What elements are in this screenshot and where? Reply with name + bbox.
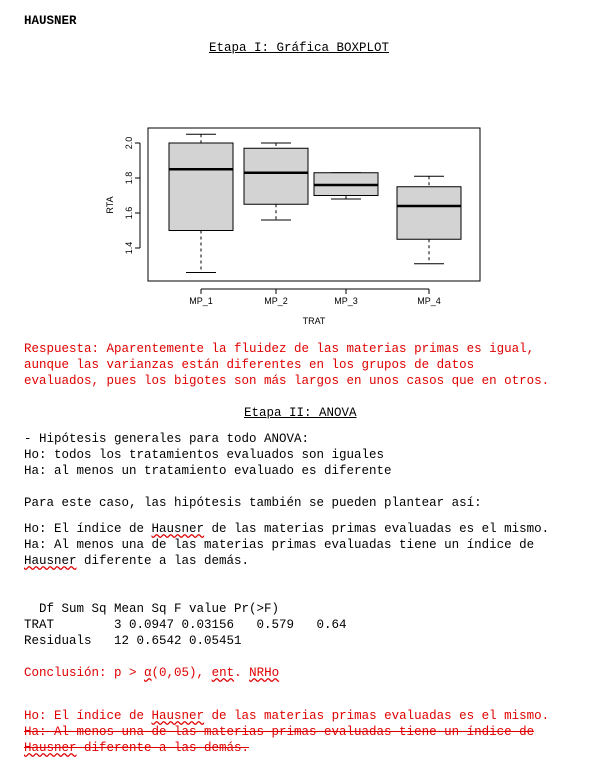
hypothesis-ho-general: Ho: todos los tratamientos evaluados son iguales (24, 448, 385, 462)
y-axis-label: RTA (105, 196, 115, 214)
answer-line-1: Respuesta: Aparentemente la fluidez de las materias primas es igual, (24, 342, 535, 356)
boxes-group (169, 134, 461, 272)
x-tick-label: MP_1 (189, 296, 213, 306)
anova-row-residuals: Residuals 12 0.6542 0.05451 (24, 634, 242, 648)
x-tick-label: MP_3 (334, 296, 358, 306)
x-tick-label: MP_4 (417, 296, 441, 306)
anova-row-trat: TRAT 3 0.0947 0.03156 0.579 0.64 (24, 618, 347, 632)
box-MP_3 (314, 173, 378, 199)
x-tick-label: MP_2 (264, 296, 288, 306)
specific-intro: Para este caso, las hipótesis también se pueden plantear así: (24, 496, 482, 510)
box-MP_4 (397, 176, 461, 264)
hypothesis-ha-specific-2: Hausner diferente a las demás. (24, 554, 250, 568)
final-ha-line-2-struck: Hausner diferente a las demás. (24, 741, 250, 755)
box-iqr (169, 143, 233, 231)
x-axis-label: TRAT (302, 316, 326, 326)
hypothesis-ha-specific-1: Ha: Al menos una de las materias primas evaluadas tiene un índice de (24, 538, 535, 552)
conclusion: Conclusión: p > α(0,05), ent. NRHo (24, 666, 280, 680)
y-tick-label: 1.4 (124, 241, 134, 255)
box-iqr (397, 187, 461, 240)
hypothesis-ha-general: Ha: al menos un tratamiento evaluado es diferente (24, 464, 392, 478)
box-iqr (244, 148, 308, 204)
x-axis (189, 289, 441, 306)
hypotheses-general-title: - Hipótesis generales para todo ANOVA: (24, 432, 310, 446)
y-tick-label: 1.6 (124, 206, 134, 220)
final-ho: Ho: El índice de Hausner de las materias primas evaluadas es el mismo. (24, 709, 550, 723)
box-MP_2 (244, 143, 308, 220)
stage1-heading: Etapa I: Gráfica BOXPLOT (209, 41, 390, 55)
box-MP_1 (169, 134, 233, 272)
document-title: HAUSNER (24, 14, 77, 28)
answer-line-3: evaluados, pues los bigotes son más largos en unos casos que en otros. (24, 374, 550, 388)
anova-header: Df Sum Sq Mean Sq F value Pr(>F) (24, 602, 280, 616)
y-tick-label: 2.0 (124, 136, 134, 150)
answer-line-2: aunque las varianzas están diferentes en los grupos de datos (24, 358, 475, 372)
hypothesis-ho-specific: Ho: El índice de Hausner de las materias primas evaluadas es el mismo. (24, 522, 550, 536)
y-tick-label: 1.8 (124, 171, 134, 185)
final-ha-line-1-struck: Ha: Al menos una de las materias primas evaluadas tiene un índice de (24, 725, 535, 739)
y-axis (124, 137, 140, 255)
stage2-heading: Etapa II: ANOVA (244, 406, 357, 420)
